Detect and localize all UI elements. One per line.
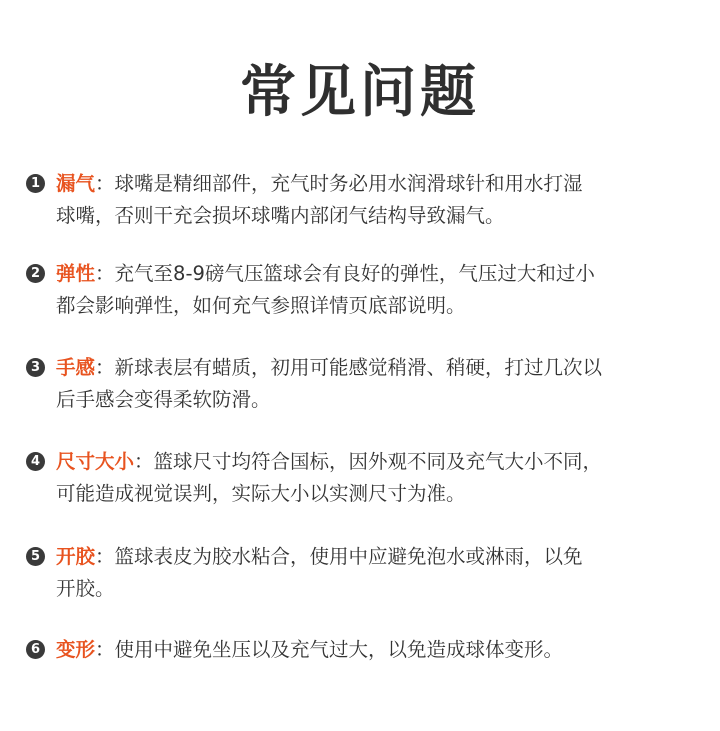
faq-text: 球嘴是精细部件，充气时务必用水润滑球针和用水打湿 xyxy=(114,172,583,195)
faq-line-1 xyxy=(26,541,706,573)
faq-separator: ： xyxy=(134,450,154,473)
faq-separator: ： xyxy=(95,262,115,285)
faq-term: 开胶 xyxy=(56,545,96,568)
faq-item-deform xyxy=(26,634,706,666)
faq-line-2: 球嘴，否则干充会损坏球嘴内部闭气结构导致漏气。 xyxy=(56,204,505,227)
faq-term: 弹性 xyxy=(56,262,96,285)
faq-text: 篮球尺寸均符合国标，因外观不同及充气大小不同， xyxy=(153,450,603,473)
faq-line-1 xyxy=(26,634,706,666)
number-2-icon: 2 xyxy=(26,264,45,283)
faq-separator: ： xyxy=(95,356,115,379)
faq-text: 使用中避免坐压以及充气过大，以免造成球体变形。 xyxy=(114,638,564,661)
faq-term: 手感 xyxy=(56,356,96,379)
number-4-icon: 4 xyxy=(26,452,45,471)
faq-line-1 xyxy=(26,446,706,478)
faq-item-leak xyxy=(26,168,706,232)
faq-item-glue xyxy=(26,541,706,605)
faq-item-elasticity xyxy=(26,258,706,322)
faq-item-size xyxy=(26,446,706,510)
faq-text: 新球表层有蜡质，初用可能感觉稍滑、稍硬，打过几次以 xyxy=(114,356,603,379)
faq-item-feel xyxy=(26,352,706,416)
page-title: 常见问题 xyxy=(240,60,480,125)
faq-line-2: 后手感会变得柔软防滑。 xyxy=(56,388,271,411)
faq-term: 尺寸大小 xyxy=(56,450,135,473)
faq-line-2: 可能造成视觉误判，实际大小以实测尺寸为准。 xyxy=(56,482,466,505)
faq-text: 充气至8-9磅气压篮球会有良好的弹性，气压过大和过小 xyxy=(114,262,595,285)
number-3-icon: 3 xyxy=(26,358,45,377)
faq-separator: ： xyxy=(95,638,115,661)
faq-line-2: 开胶。 xyxy=(56,577,115,600)
faq-term: 漏气 xyxy=(56,172,96,195)
faq-line-2: 都会影响弹性，如何充气参照详情页底部说明。 xyxy=(56,294,466,317)
faq-line-1 xyxy=(26,258,706,290)
faq-text: 篮球表皮为胶水粘合，使用中应避免泡水或淋雨，以免 xyxy=(114,545,583,568)
faq-line-1 xyxy=(26,352,706,384)
faq-separator: ： xyxy=(95,545,115,568)
number-6-icon: 6 xyxy=(26,640,45,659)
faq-term: 变形 xyxy=(56,638,96,661)
faq-line-1 xyxy=(26,168,706,200)
faq-separator: ： xyxy=(95,172,115,195)
number-5-icon: 5 xyxy=(26,547,45,566)
number-1-icon: 1 xyxy=(26,174,45,193)
